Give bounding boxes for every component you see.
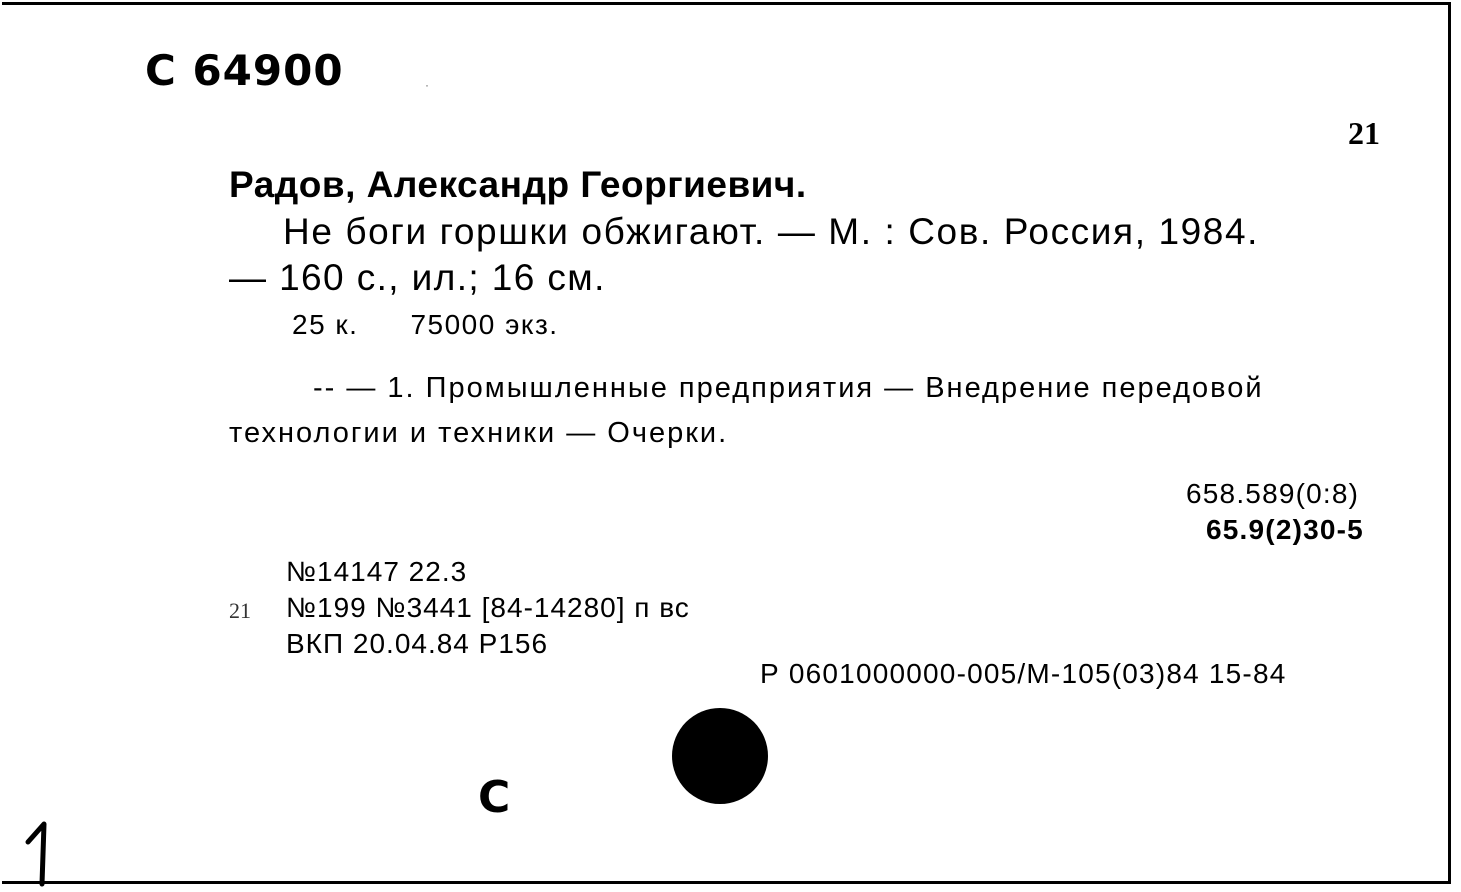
bbk-index: 65.9(2)30-5 [1206, 514, 1364, 545]
punch-hole [672, 708, 768, 804]
registry-line-3: ВКП 20.04.84 Р156 [286, 628, 549, 659]
price: 25 к. [292, 309, 359, 340]
print-run: 75000 экз. [410, 309, 559, 340]
subject-line-1: -- — 1. Промышленные предприятия — Внедрение передовой [313, 372, 1264, 404]
author-heading: Радов, Александр Георгиевич. [229, 164, 807, 205]
catalog-code: Р 0601000000-005/М-105(03)84 15-84 [760, 658, 1287, 689]
handwritten-one-mark [20, 818, 60, 888]
registry-line-2: №199 №3441 [84-14280] п вс [286, 592, 690, 623]
bottom-letter: С [478, 772, 511, 823]
registry-line-1: №14147 22.3 [286, 556, 468, 587]
udc-index: 658.589(0:8) [1186, 478, 1360, 509]
side-number: 21 [229, 598, 251, 623]
top-number: 21 [1348, 115, 1380, 151]
price-line [292, 309, 559, 341]
title-line-1: Не боги горшки обжигают. — М. : Сов. Россия, 1984. [283, 211, 1260, 252]
ink-speck: · [425, 78, 429, 92]
title-line-2: — 160 с., ил.; 16 см. [229, 257, 606, 298]
subject-line-2: технологии и техники — Очерки. [229, 417, 729, 449]
serial-number: C 64900 [145, 46, 344, 95]
